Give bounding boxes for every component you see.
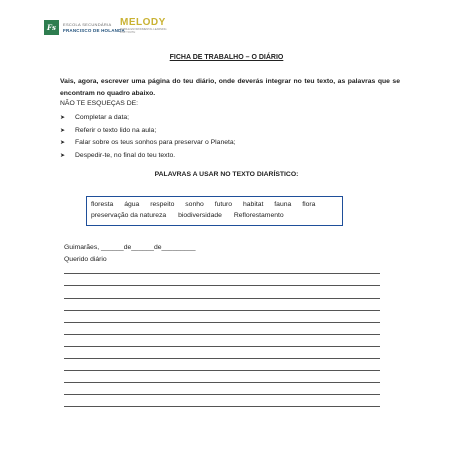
diary-greeting: Querido diário	[64, 256, 107, 263]
reminder-item: ➤ Despedir-te, no final do teu texto.	[60, 150, 236, 163]
school-logo	[44, 20, 125, 35]
school-logo-line1: ESCOLA SECUNDÁRIA	[63, 21, 112, 27]
melody-logo-sub2: FOR YOUTH	[120, 31, 136, 34]
word-bank-box	[86, 196, 343, 226]
reminder-item: ➤ Referir o texto lido na aula;	[60, 125, 236, 138]
school-logo-line2: FRANCISCO DE HOLANDA	[63, 27, 125, 33]
word-item: futuro	[214, 201, 233, 208]
writing-line[interactable]	[64, 394, 380, 395]
writing-line[interactable]	[64, 285, 380, 286]
writing-line[interactable]	[64, 310, 380, 311]
bullet-arrow-icon: ➤	[60, 115, 66, 121]
word-item: Reflorestamento	[233, 212, 284, 219]
word-item: água	[124, 201, 140, 208]
writing-line[interactable]	[64, 370, 380, 371]
word-item: biodiversidade	[178, 212, 222, 219]
words-heading: PALAVRAS A USAR NO TEXTO DIARÍSTICO:	[154, 171, 299, 178]
writing-line[interactable]	[64, 322, 380, 323]
worksheet-title: FICHA DE TRABALHO – O DIÁRIO	[169, 54, 284, 61]
writing-line[interactable]	[64, 406, 380, 407]
word-item: flora	[302, 201, 316, 208]
reminder-heading: NÃO TE ESQUEÇAS DE:	[60, 100, 139, 107]
word-item: habitat	[242, 201, 264, 208]
melody-logo	[120, 18, 168, 34]
reminder-item: ➤ Completar a data;	[60, 112, 236, 125]
date-fill-line[interactable]: Guimarães, ______de______de_________	[64, 244, 196, 251]
writing-line[interactable]	[64, 273, 380, 274]
melody-logo-word: MELODY	[120, 17, 166, 28]
school-logo-badge: Fs	[44, 20, 59, 35]
reminder-list	[60, 112, 236, 162]
word-item: respeito	[150, 201, 175, 208]
writing-line[interactable]	[64, 358, 380, 359]
word-item: preservação da natureza	[91, 212, 167, 219]
writing-line[interactable]	[64, 334, 380, 335]
word-item: fauna	[274, 201, 292, 208]
melody-logo-sub1: MOBILE ENVIRONMENTAL LEARNING	[120, 28, 167, 31]
bullet-arrow-icon: ➤	[60, 140, 66, 146]
school-logo-text	[63, 22, 125, 34]
writing-line[interactable]	[64, 298, 380, 299]
word-item: sonho	[185, 201, 204, 208]
writing-line[interactable]	[64, 346, 380, 347]
word-bank-row	[91, 201, 324, 208]
instructions-paragraph: Vais, agora, escrever uma página do teu diário, onde deverás integrar no teu texto, as palavras que se encontram no quadro abaixo.	[60, 78, 400, 97]
bullet-arrow-icon: ➤	[60, 152, 66, 159]
word-bank-row	[91, 212, 294, 219]
writing-line[interactable]	[64, 382, 380, 383]
reminder-item: ➤ Falar sobre os teus sonhos para preservar o Planeta;	[60, 137, 236, 150]
bullet-arrow-icon: ➤	[60, 127, 66, 134]
word-item: floresta	[91, 201, 114, 208]
